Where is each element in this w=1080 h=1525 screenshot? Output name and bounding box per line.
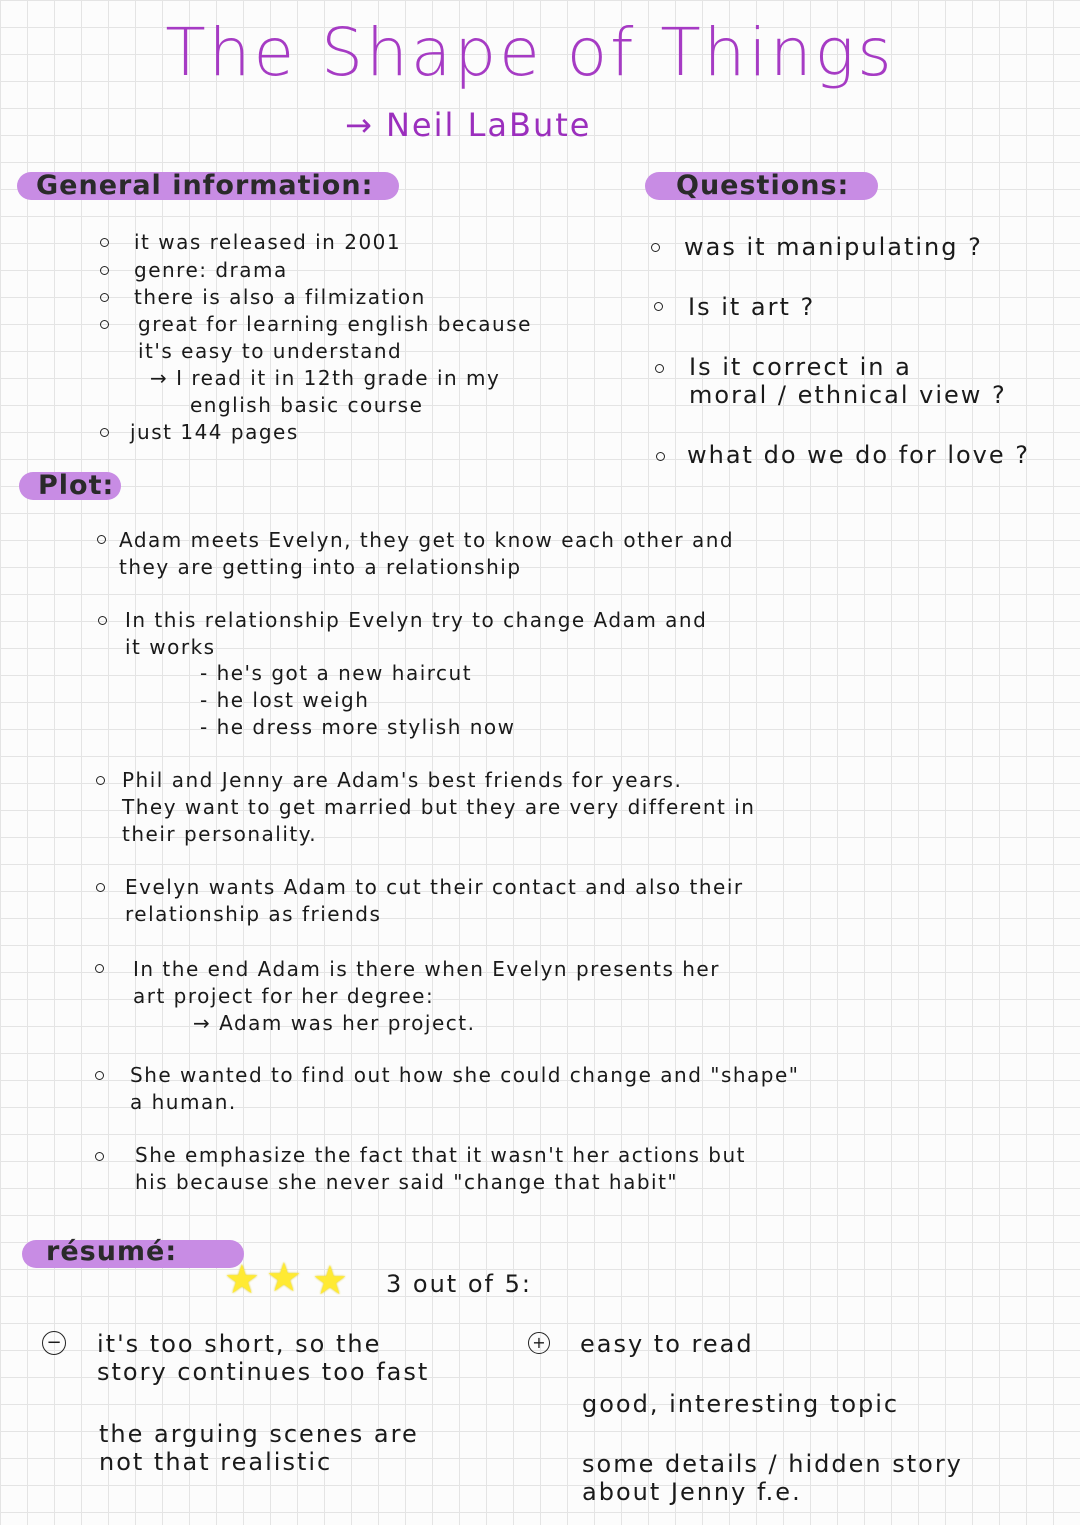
bullet-icon [97, 535, 106, 544]
bullet-icon [651, 243, 660, 252]
general-subitem: → I read it in 12th grade in my english basic course [150, 366, 501, 417]
rating-text: 3 out of 5: [386, 1270, 532, 1298]
page-title: The Shape of Things [165, 14, 895, 91]
bullet-icon [100, 266, 109, 275]
bullet-icon [100, 428, 109, 437]
con-item: the arguing scenes are not that realistic [99, 1420, 419, 1476]
general-item: great for learning english because it's easy to understand [138, 312, 532, 363]
author-line: → Neil LaBute [345, 106, 592, 144]
bullet-icon [96, 776, 105, 785]
bullet-icon [100, 320, 109, 329]
con-item: it's too short, so the story continues too fast [97, 1330, 430, 1386]
general-item: genre: drama [134, 258, 288, 282]
bullet-icon [95, 1152, 104, 1161]
general-item: there is also a filmization [134, 285, 426, 309]
plus-circle-icon: + [528, 1332, 550, 1354]
plot-item: She wanted to find out how she could change and "shape" a human. [130, 1063, 800, 1114]
bullet-icon [654, 302, 663, 311]
question-item: Is it art ? [688, 293, 816, 321]
bullet-icon [95, 1071, 104, 1080]
plot-subitem: - he's got a new haircut - he lost weigh - he dress more stylish now [200, 661, 516, 739]
pro-item: some details / hidden story about Jenny f.e. [582, 1450, 963, 1506]
star-icon: ★ [224, 1257, 260, 1303]
bullet-icon [655, 364, 664, 373]
bullet-icon [100, 293, 109, 302]
plot-item: Evelyn wants Adam to cut their contact and also their relationship as friends [125, 875, 744, 926]
bullet-icon [96, 883, 105, 892]
star-icon: ★ [266, 1255, 302, 1301]
resume-heading: résumé: [46, 1236, 178, 1267]
plot-item: She emphasize the fact that it wasn't her actions but his because she never said "change that habit" [135, 1143, 747, 1194]
general-item: it was released in 2001 [134, 230, 402, 254]
general-heading: General information: [36, 170, 374, 201]
plot-item: In the end Adam is there when Evelyn presents her art project for her degree: → Adam was her project. [133, 957, 720, 1035]
plot-item: Adam meets Evelyn, they get to know each other and they are getting into a relationship [119, 528, 735, 579]
general-item: just 144 pages [130, 420, 299, 444]
plot-item: Phil and Jenny are Adam's best friends for years. They want to get married but they are very different in their personality. [122, 768, 756, 846]
question-item: Is it correct in a moral / ethnical view ? [689, 353, 1007, 409]
star-icon: ★ [312, 1258, 348, 1304]
questions-heading: Questions: [676, 170, 850, 201]
pro-item: easy to read [580, 1330, 754, 1358]
bullet-icon [100, 238, 109, 247]
plot-item: In this relationship Evelyn try to change Adam and it works [125, 608, 708, 659]
minus-circle-icon: − [42, 1331, 66, 1355]
plot-heading: Plot: [38, 470, 115, 501]
question-item: what do we do for love ? [687, 441, 1031, 469]
bullet-icon [98, 616, 107, 625]
question-item: was it manipulating ? [684, 233, 983, 261]
pro-item: good, interesting topic [582, 1390, 900, 1418]
bullet-icon [656, 452, 665, 461]
bullet-icon [95, 964, 104, 973]
